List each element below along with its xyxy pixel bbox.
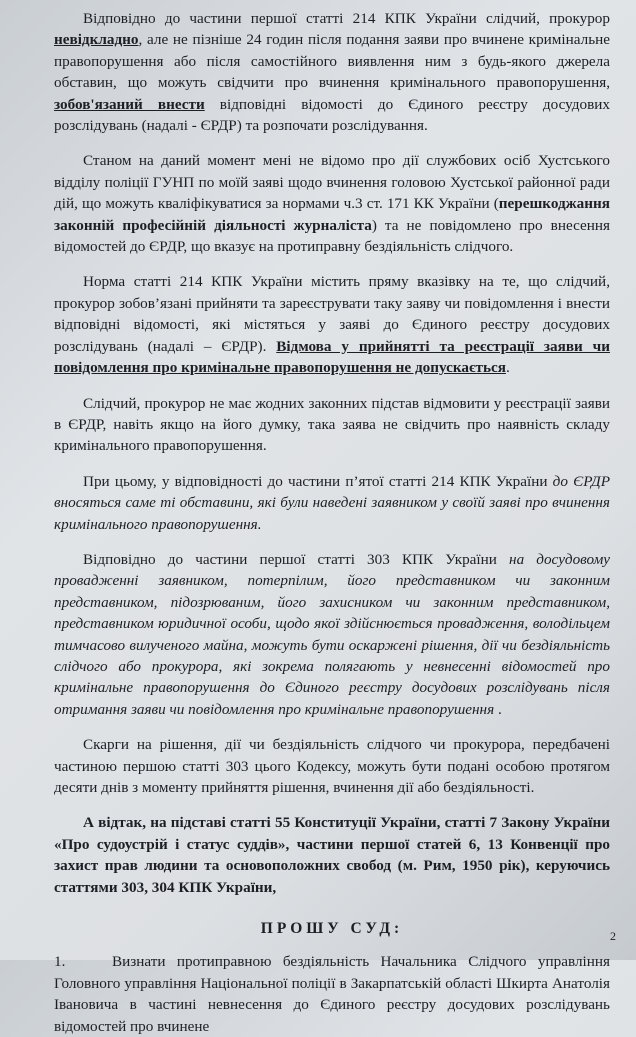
text-run: При цьому, у відповідності до частини п’ятої статті 214 КПК України [83, 472, 553, 490]
text-run: . [505, 359, 510, 377]
text-run: Відповідно до частини першої статті 303 КПК України [83, 550, 510, 568]
text-run: Слідчий, прокурор не має жодних законних підстав відмовити у реєстрації заяви в ЄРДР, навіть якщо на його думку, така заява не свідчить про наявність складу кримінального правопорушення. [54, 394, 610, 455]
text-run: Відповідно до частини першої статті 214 КПК України слідчий, прокурор [83, 10, 610, 27]
italic-quote: до ЄРДР вносяться саме ті обставини, які були наведені заявником у своїй заяві про вчинення кримінального правопорушення. [54, 472, 610, 533]
emphasis-refusal-not-allowed: Відмова у прийнятті та реєстрації заяви чи повідомлення про кримінальне правопорушення не допускається [54, 337, 610, 377]
emphasis-obliged-to-enter: зобов'язаний внести [54, 95, 205, 113]
text-run: Станом на даний момент мені не відомо про дії службових осіб Хустського відділу поліції ГУНП по моїй заяві щодо вчинення головою Хустської районної ради дій, що можуть кваліфікуватися за нормами ч.3 ст. 171 КК України ( [54, 152, 610, 213]
text-run: ) та не повідомлено про внесення відомостей до ЄРДР, що вказує на протиправну бездіяльність слідчого. [54, 216, 610, 256]
paragraph-article-214-norm [54, 271, 610, 378]
paragraph-complaint-deadline [54, 734, 610, 798]
text-run: . [494, 700, 502, 718]
request-item-text: Визнати протиправною бездіяльність Начальника Слідчого управління Головного управління Національної поліції в Закарпатській області Шкирта Анатолія Івановича в частині невнесення до Єдиного реєстру досудових розслідувань відомостей про вчинене [54, 953, 610, 1035]
emphasis-journalist-obstruction: перешкоджання законній професійній діяльності журналіста [54, 195, 610, 234]
paragraph-article-214-part-5 [54, 471, 610, 535]
text-run: відповідні відомості до Єдиного реєстру досудових розслідувань (надалі - ЄРДР) та розпочати розслідування. [54, 95, 610, 135]
text-run: Норма статті 214 КПК України містить пряму вказівку на те, що слідчий, прокурор зобов’язані прийняти та зареєструвати таку заяву чи повідомлення і внести відповідні відомості, які містяться у заяві до Єдиного реєстру досудових розслідувань (надалі – ЄРДР). [54, 273, 610, 355]
paragraph-current-status [54, 150, 610, 257]
italic-quote: на досудовому провадженні заявником, потерпілим, його представником чи законним представником, підозрюваним, його захисником чи законним представником, представником юридичної особи, щодо якої здійснюється провадження, володільцем тимчасово вилученого майна, можуть бути оскаржені рішення, дії чи бездіяльність слідчого або прокурора, які зокрема полягають у невнесенні відомостей про кримінальне правопорушення до Єдиного реєстру досудових розслідувань після отримання заяви чи повідомлення про кримінальне правопорушення [54, 550, 611, 718]
request-item [54, 951, 610, 1037]
prayer-title: ПРОШУ СУД: [260, 920, 404, 938]
request-item-number: 1. [54, 953, 66, 971]
paragraph-article-214-part-1 [54, 8, 610, 136]
page-number: 2 [610, 929, 616, 943]
text-run: , але не пізніше 24 годин після подання заяви про вчинене кримінальне правопорушення або після самостійного виявлення ним з будь-якого джерела обставин, що можуть свідчити про вчинення кримінального правопорушення, [54, 31, 610, 92]
paragraph-no-grounds-to-refuse [54, 393, 610, 457]
emphasis-immediately: невідкладно [54, 31, 139, 49]
text-run: Скарги на рішення, дії чи бездіяльність слідчого чи прокурора, передбачені частиною першою статті 303 цього Кодексу, можуть бути подані особою протягом десяти днів з моменту прийняття рішення, вчинення дії або бездіяльності. [54, 736, 610, 796]
bold-legal-basis: А відтак, на підставі статті 55 Конституції України, статті 7 Закону України «Про судоустрій і статус суддів», частини першої статей 6, 13 Конвенції про захист прав людини та основоположних свобод (м. Рим, 1950 рік), керуючись статтями 303, 304 КПК України, [54, 814, 610, 896]
paragraph-article-303-part-1 [54, 549, 610, 720]
paragraph-legal-basis [54, 812, 610, 898]
